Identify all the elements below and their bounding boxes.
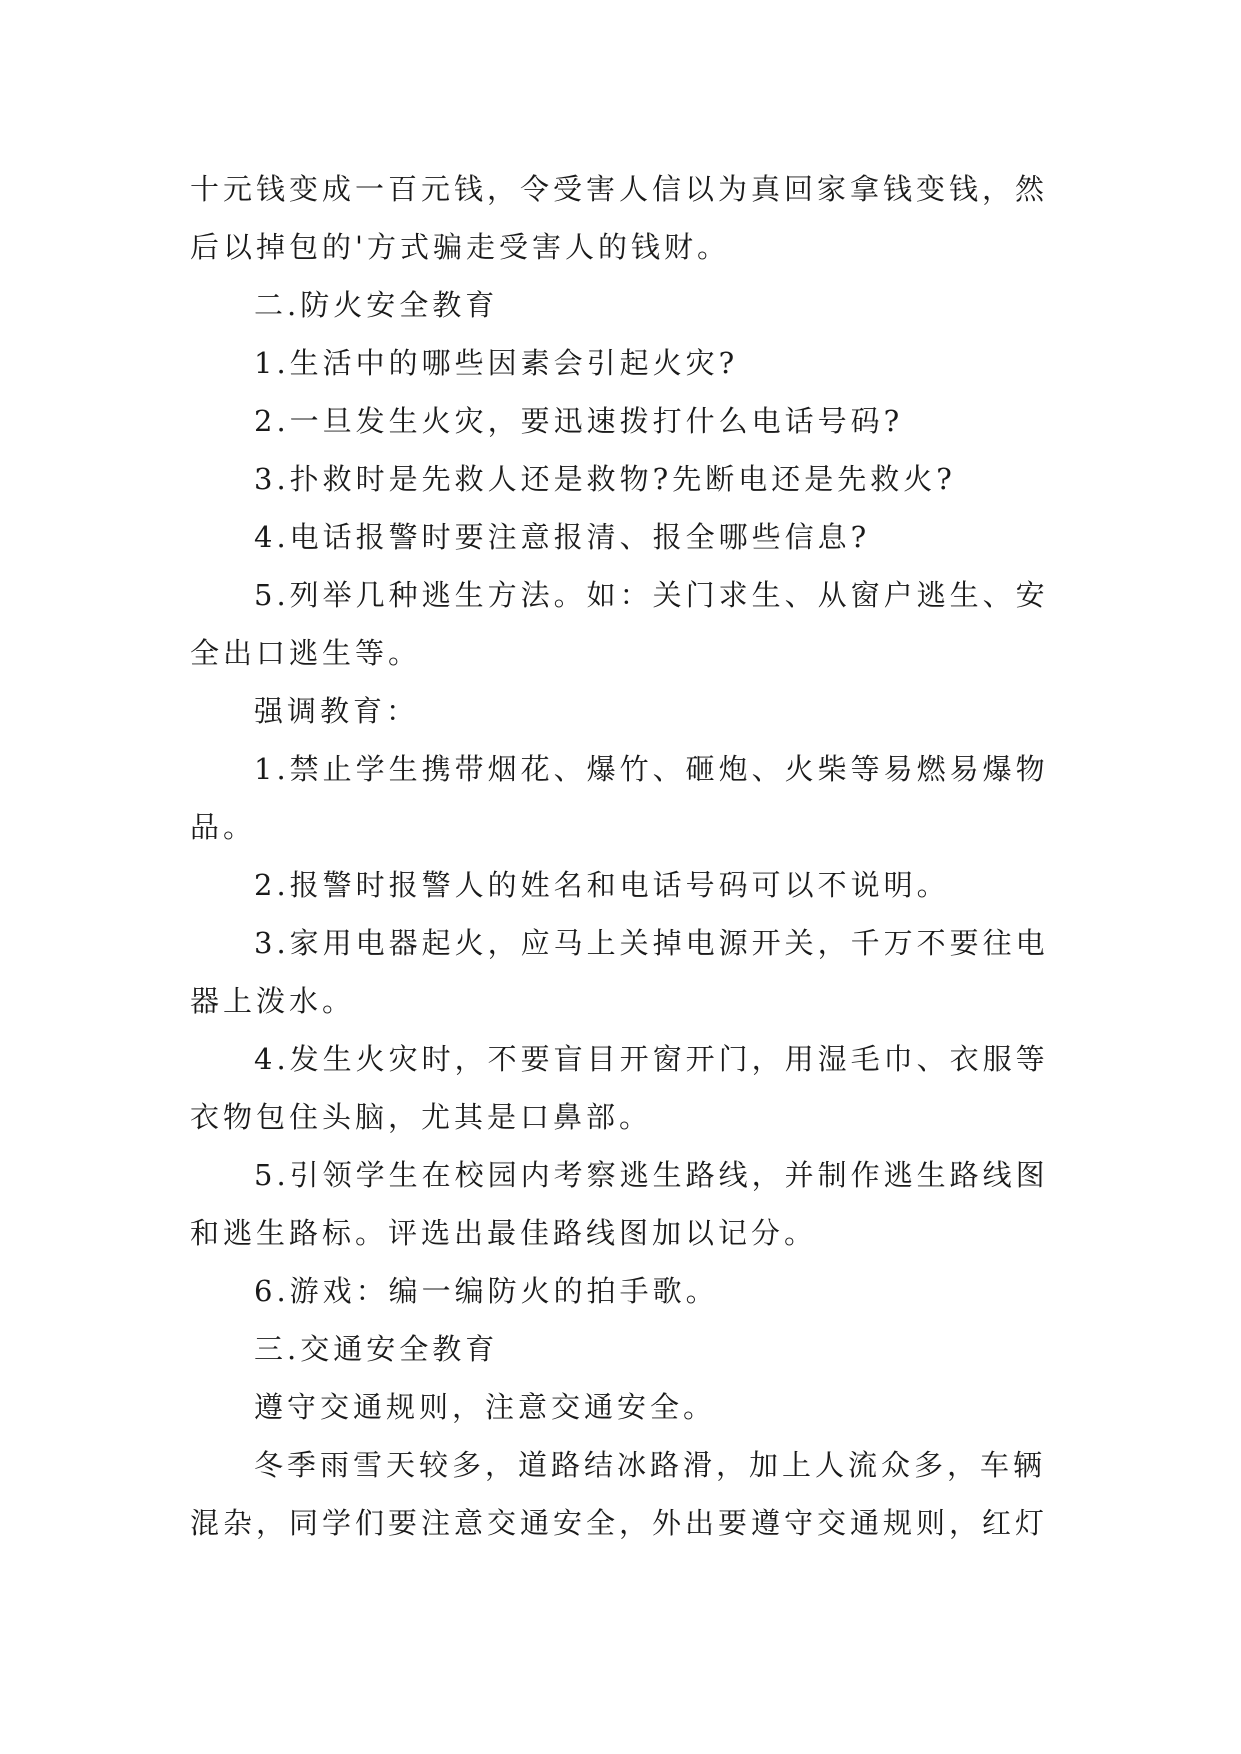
subheading-emphasis: 强调教育： — [254, 694, 420, 728]
text-line: 混杂，同学们要注意交通安全，外出要遵守交通规则，红灯 — [190, 1506, 1049, 1540]
text-line: 4.发生火灾时，不要盲目开窗开门，用湿毛巾、衣服等 — [254, 1042, 1049, 1076]
text-line: 衣物包住头脑，尤其是口鼻部。 — [190, 1100, 653, 1134]
text-line: 冬季雨雪天较多，道路结冰路滑，加上人流众多，车辆 — [254, 1448, 1047, 1482]
text-line: 后以掉包的'方式骗走受害人的钱财。 — [190, 230, 730, 264]
text-line: 3.扑救时是先救人还是救物?先断电还是先救火? — [254, 462, 956, 496]
text-line: 品。 — [190, 810, 257, 844]
text-line: 遵守交通规则，注意交通安全。 — [254, 1390, 717, 1424]
text-line: 5.引领学生在校园内考察逃生路线，并制作逃生路线图 — [254, 1158, 1049, 1192]
text-line: 2.报警时报警人的姓名和电话号码可以不说明。 — [254, 868, 950, 902]
section-heading-traffic-safety: 三.交通安全教育 — [254, 1332, 499, 1366]
text-line: 3.家用电器起火，应马上关掉电源开关，千万不要往电 — [254, 926, 1049, 960]
text-line: 器上泼水。 — [190, 984, 356, 1018]
text-line: 全出口逃生等。 — [190, 636, 422, 670]
text-line: 6.游戏：编一编防火的拍手歌。 — [254, 1274, 719, 1308]
text-line: 5.列举几种逃生方法。如：关门求生、从窗户逃生、安 — [254, 578, 1049, 612]
text-line: 2.一旦发生火灾，要迅速拨打什么电话号码? — [254, 404, 904, 438]
text-line: 1.禁止学生携带烟花、爆竹、砸炮、火柴等易燃易爆物 — [254, 752, 1049, 786]
section-heading-fire-safety: 二.防火安全教育 — [254, 288, 499, 322]
text-line: 1.生活中的哪些因素会引起火灾? — [254, 346, 739, 380]
text-line: 和逃生路标。评选出最佳路线图加以记分。 — [190, 1216, 818, 1250]
document-body — [190, 160, 1050, 1552]
text-line: 十元钱变成一百元钱，令受害人信以为真回家拿钱变钱，然 — [190, 172, 1049, 206]
text-line: 4.电话报警时要注意报清、报全哪些信息? — [254, 520, 871, 554]
